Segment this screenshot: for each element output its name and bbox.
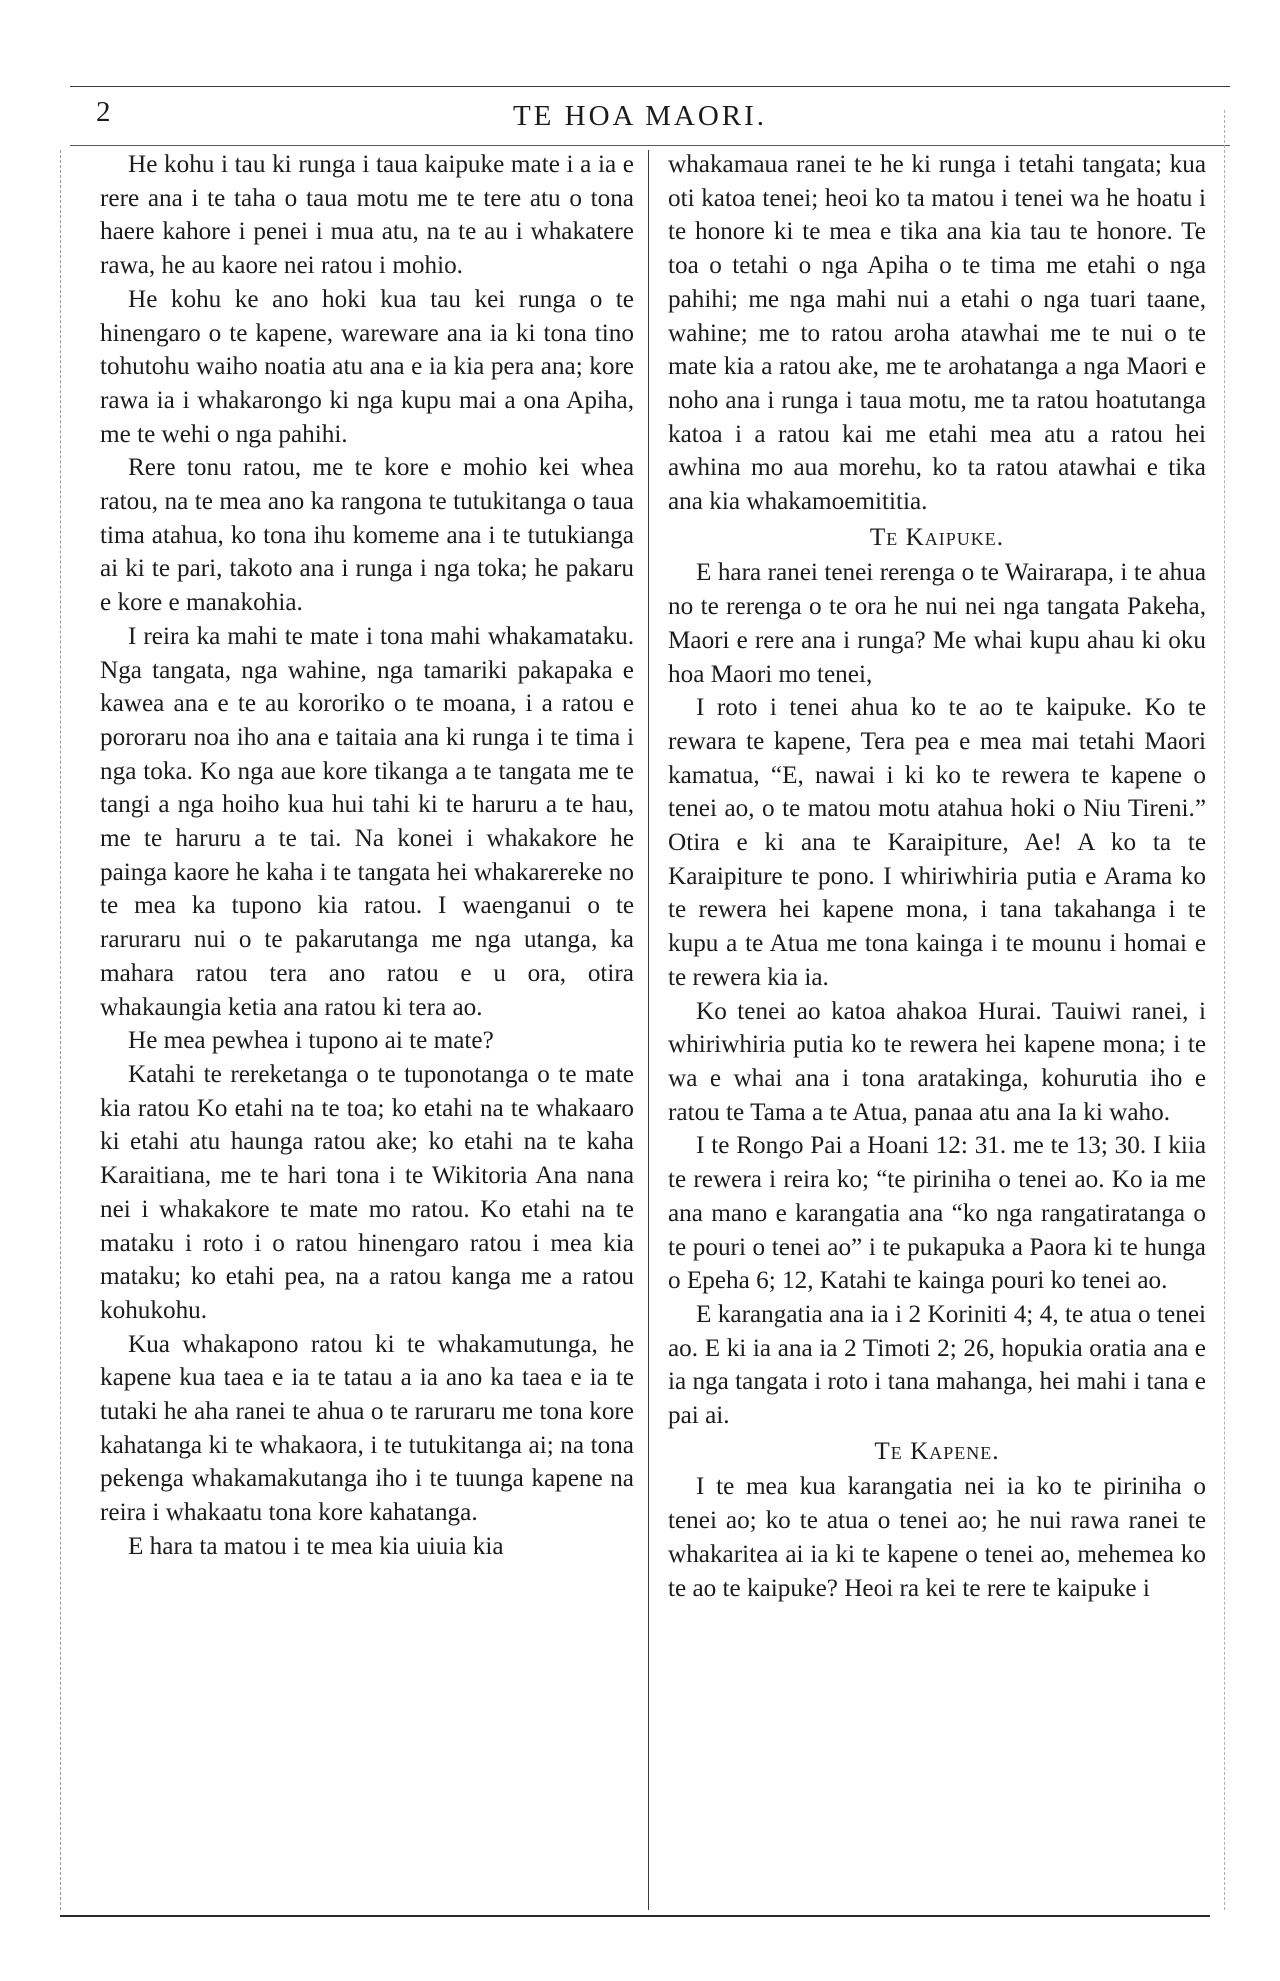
section-heading-kapene: Te Kapene. bbox=[874, 1437, 1000, 1465]
right-page-edge bbox=[1224, 110, 1225, 1910]
paragraph: He mea pewhea i tupono ai te mate? bbox=[128, 1027, 494, 1055]
paragraph: Ko tenei ao katoa ahakoa Hurai. Tauiwi ranei, i whiriwhiria putia ko te rewera hei kapene mona; i te wa e whai ana i tona aratakinga, kohurutia iho e ratou te Tama a te Atua, panaa atu ana Ia ki waho. bbox=[668, 997, 1206, 1126]
paragraph: I te mea kua karangatia nei ia ko te piriniha o tenei ao; ko te atua o tenei ao; he nui rawa ranei te whakaritea ai ia ki te kapene o tenei ao, mehemea ko te ao te kaipuke? Heoi ra kei te rere te kaipuke i bbox=[668, 1473, 1206, 1602]
paragraph: whakamaua ranei te he ki runga i tetahi tangata; kua oti katoa tenei; heoi ko ta matou i tenei wa he hoatu i te honore ki te mea e tika ana kia tau te honore. Te toa o tetahi o nga Apiha o te tima me etahi o nga pahihi; me nga mahi nui a etahi o nga tuari taane, wahine; me to ratou aroha atawhai me te nui o te mate kia a ratou ake, me te arohatanga a nga Maori e noho ana i runga i taua motu, me ta ratou hoatutanga katoa i a ratou kai me etahi mea atu a ratou hei awhina mo aua morehu, ko ta ratou atawhai e tika ana kia whakamoemititia. bbox=[668, 151, 1206, 516]
page-number: 2 bbox=[96, 96, 111, 128]
section-heading-kaipuke: Te Kaipuke. bbox=[869, 523, 1005, 551]
header-rule bbox=[70, 145, 1230, 146]
top-rule bbox=[70, 86, 1230, 87]
running-title: TE HOA MAORI. bbox=[512, 100, 768, 132]
paragraph: Katahi te rereketanga o te tuponotanga o te mate kia ratou Ko etahi na te toa; ko etahi na te whakaaro ki etahi atu haunga ratou ake; ko etahi na te kaha Karaitiana, me te hari tona i te Wikitoria Ana nana nei i whakakore te mate mo ratou. Ko etahi na te mataku i roto i o ratou hinengaro ratou i mea kia mataku; ko etahi pea, na a ratou kanga me a ratou kohukohu. bbox=[100, 1060, 634, 1324]
paragraph: He kohu ke ano hoki kua tau kei runga o te hinengaro o te kapene, wareware ana ia ki tona tino tohutohu waiho noatia atu ana e ia kia pera ana; kore rawa ia i whakarongo ki nga kupu mai a ona Apiha, me te wehi o nga pahihi. bbox=[100, 285, 634, 448]
left-column bbox=[100, 148, 634, 1564]
paragraph: I roto i tenei ahua ko te ao te kaipuke. Ko te rewara te kapene, Tera pea e mea mai tetahi Maori kamatua, “E, nawai i ki ko te rewera te kapene o tenei ao, o te matou motu atahua hoki o Niu Tireni.” Otira e ki ana te Karaipiture, Ae! A ko ta te Karaipiture te pono. I whiriwhiria putia e Arama ko te rewera hei kapene mona, i tana takahanga i te kupu a te Atua me tona kainga i te mounu i homai e te rewera kia ia. bbox=[668, 694, 1206, 991]
paragraph: I te Rongo Pai a Hoani 12: 31. me te 13; 30. I kiia te rewera i reira ko; “te piriniha o tenei ao. Ko ia me ana mano e karangatia ana “ko nga rangatiratanga o te pouri o tenei ao” i te pukapuka a Paora ki te hunga o Epeha 6; 12, Katahi te kainga pouri ko tenei ao. bbox=[668, 1132, 1206, 1295]
paragraph: He kohu i tau ki runga i taua kaipuke mate i a ia e rere ana i te taha o taua motu me te tere atu o tona haere kahore i penei i mua atu, na te au i whakatere rawa, he au kaore nei ratou i mohio. bbox=[100, 151, 634, 280]
paragraph: Kua whakapono ratou ki te whakamutunga, he kapene kua taea e ia te tatau a ia ano ka taea e ia te tutaki he aha ranei te ahua o te raruraru me tona kore kahatanga ki te whakaora, i te tutukitanga ai; na tona pekenga whakamakutanga iho i te tuunga kapene na reira i whakaatu tona kore kahatanga. bbox=[100, 1330, 634, 1527]
paragraph: E hara ranei tenei rerenga o te Wairarapa, i te ahua no te rerenga o te ora he nui nei nga tangata Pakeha, Maori e rere ana i runga? Me whai kupu ahau ki oku hoa Maori mo tenei, bbox=[668, 559, 1206, 688]
column-divider bbox=[648, 150, 649, 1910]
right-column bbox=[668, 148, 1206, 1605]
paragraph: Rere tonu ratou, me te kore e mohio kei whea ratou, na te mea ano ka rangona te tutukitanga o taua tima atahua, ko tona ihu komeme ana i te tutukianga ai ki te pari, takoto ana i runga i nga toka; he pakaru e kore e manakohia. bbox=[100, 454, 634, 617]
paragraph: E hara ta matou i te mea kia uiuia kia bbox=[128, 1532, 504, 1560]
paragraph: I reira ka mahi te mate i tona mahi whakamataku. Nga tangata, nga wahine, nga tamariki pakapaka e kawea ana e te au kororiko o te moana, i a ratou e pororaru noa iho ana e taitaia ana ki runga i te tima i nga toka. Ko nga aue kore tikanga a te tangata me te tangi a nga hoiho kua hui tahi ki te haruru a te hau, me te haruru a te tai. Na konei i whakakore he painga kaore he kaha i te tangata hei whakarereke no te mea ka tupono kia ratou. I waenganui o te raruraru nui o te pakarutanga me nga utanga, ka mahara ratou tera ano ratou e u ora, otira whakaungia ketia ana ratou ki tera ao. bbox=[100, 622, 634, 1021]
bottom-rule bbox=[60, 1915, 1210, 1917]
paragraph: E karangatia ana ia i 2 Koriniti 4; 4, te atua o tenei ao. E ki ia ana ia 2 Timoti 2; 26, hopukia oratia ana e ia nga tangata i roto i tana mahanga, hei mahi i tana e pai ai. bbox=[668, 1300, 1206, 1430]
left-page-edge bbox=[60, 150, 61, 1910]
